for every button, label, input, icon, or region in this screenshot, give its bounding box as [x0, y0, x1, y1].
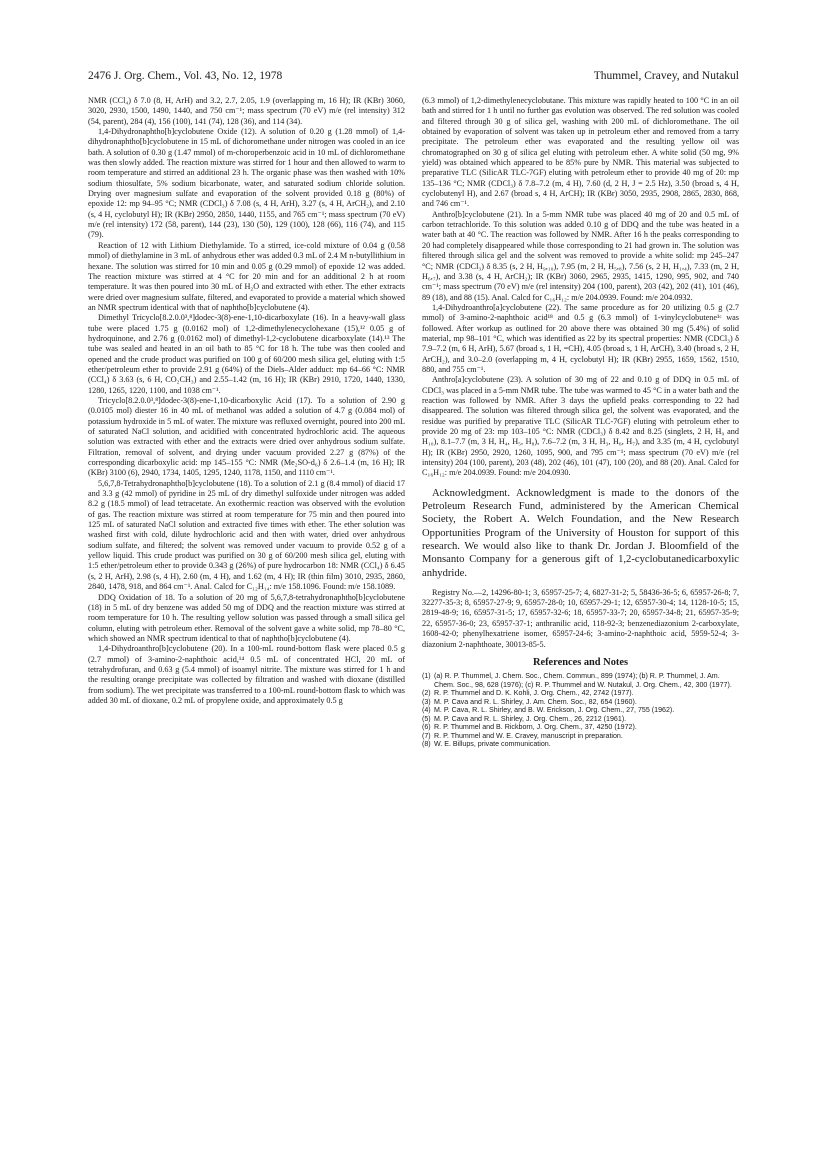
reference-item — [422, 689, 739, 698]
reference-text: (a) R. P. Thummel, J. Chem. Soc., Chem. Commun., 899 (1974); (b) R. P. Thummel, J. Am. Chem. Soc., 98, 628 (1976); (c) R. P. Thummel and W. Nutakul, J. Org. Chem., 42, 300 (1977). — [434, 672, 732, 689]
paragraph: 5,6,7,8-Tetrahydronaphtho[b]cyclobutene (18). To a solution of 2.1 g (8.4 mmol) of diacid 17 and 3.3 g (42 mmol) of pyridine in 25 mL of dry dimethyl sulfoxide under nitrogen was added 8.2 g (18.5 mmol) of lead tetracetate. An exothermic reaction was observed with the evolution of gas. The reaction mixture was stirred at room temperature for 75 min and then poured into 125 mL of saturated NaCl solution and extracted five times with ether. The ether solution was washed first with cold, dilute hydrochloric acid and then with water, dried over anhydrous sodium sulfate, and filtered; the solvent was removed under vacuum to provide 0.52 g of a yellow liquid. This crude product was purified on 30 g of 60/200 mesh silica gel, eluting with 1:5 ether/petroleum ether to provide 0.343 g (26%) of pure hydrocarbon 18: NMR (CCl₄) δ 6.45 (s, 2 H, ArH), 2.98 (s, 4 H), 2.60 (m, 4 H), and 1.62 (m, 4 H); IR (thin film) 3010, 2935, 2860, 2840, 1478, 918, and 864 cm⁻¹. Anal. Calcd for C₁₂H₁₄: m/e 158.1096. Found: m/e 158.1089. — [88, 478, 405, 592]
reference-item — [422, 706, 739, 715]
reference-number: (8) — [422, 740, 431, 749]
paragraph: Reaction of 12 with Lithium Diethylamide. To a stirred, ice-cold mixture of 0.04 g (0.58 mmol) of diethylamine in 3 mL of anhydrous ether was added 0.3 mL of 2.4 M n-butyllithium in hexane. The solution was stirred for 10 min and 0.05 g (0.29 mmol) of epoxide 12 was added. The reaction mixture was stirred at 4 °C for 20 min and for an additional 2 h at room temperature. It was then poured into 30 mL of H₂O and extracted with ether. The ether extracts were dried over magnesium sulfate, filtered, and evaporated to provide a material which showed an NMR spectrum identical with that of naphtho[b]cyclobutene (4). — [88, 240, 405, 312]
page-header — [88, 70, 739, 86]
reference-text: R. P. Thummel and B. Rickborn, J. Org. Chem., 37, 4250 (1972). — [434, 723, 637, 732]
reference-number: (6) — [422, 723, 431, 732]
reference-text: M. P. Cava and R. L. Shirley, J. Org. Chem., 26, 2212 (1961). — [434, 714, 627, 723]
reference-text: R. P. Thummel and W. E. Cravey, manuscript in preparation. — [434, 731, 623, 740]
paragraph: 1,4-Dihydronaphtho[b]cyclobutene Oxide (12). A solution of 0.20 g (1.28 mmol) of 1,4-dihydronaphtho[b]cyclobutene in 15 mL of dichoromethane under nitrogen was cooled in an ice bath. A solution of 0.30 g (1.47 mmol) of m-choroperbenzoic acid in 10 mL of dichloromethane was then slowly added. The reaction mixture was stirred for 1 hour and then allowed to warm to room temperature and stirred an additional 23 h. The organic phase was then washed with 10% sodium thiosulfate, 5% sodium bicarbonate, water, and saturated sodium chloride solution. Drying over magnesium sulfate and evaporation of the solvent provided 0.18 g (80%) of epoxide 12: mp 94–95 °C; NMR (CDCl₃) δ 7.08 (s, 4 H, ArH), 3.27 (s, 4 H, ArCH₂), and 2.10 (s, 4 H, cyclobutyl H); IR (KBr) 2950, 2850, 1440, 1155, and 765 cm⁻¹; mass spectrum (70 eV) m/e (rel intensity) 172 (58, parent), 144 (23), 130 (50), 129 (100), 128 (66), 116 (74), and 115 (79). — [88, 127, 405, 240]
acknowledgment: Acknowledgment. Acknowledgment is made to the donors of the Petroleum Research Fund, administered by the American Chemical Society, the Robert A. Welch Foundation, and the New Research Opportunities Program of the University of Houston for support of this research. We would also like to thank Dr. Jordan J. Bloomfield of the Monsanto Company for a generous gift of 1,2-cyclobutanedicarboxylic anhydride. — [422, 487, 739, 579]
reference-number: (3) — [422, 697, 431, 706]
reference-text: M. P. Cava and R. L. Shirley, J. Am. Chem. Soc., 82, 654 (1960). — [434, 697, 637, 706]
reference-item — [422, 698, 739, 707]
paragraph: Tricyclo[8.2.0.0³,⁸]dodec-3(8)-ene-1,10-dicarboxylic Acid (17). To a solution of 2.90 g (0.0105 mol) diester 16 in 40 mL of methanol was added a solution of 4.7 g (0.084 mol) of potassium hydroxide in 5 mL of water. The mixture was refluxed overnight, poured into 200 mL of saturated NaCl solution, and acidified with concentrated hydrochloric acid. The aqueous solution was extracted with ether and the extracts were dried over anhydrous sodium sulfate. Filtration, removal of solvent, and drying under vacuum provided 2.27 g (87%) of the corresponding dicarboxylic acid: mp 145–155 °C: NMR (Me₂SO-d₆) δ 2.6–1.4 (m, 16 H); IR (KBr) 3100 (6), 2940, 1734, 1405, 1295, 1240, 1178, 1150, and 1110 cm⁻¹. — [88, 395, 405, 478]
reference-text: R. P. Thummel and D. K. Kohli, J. Org. Chem., 42, 2742 (1977). — [434, 689, 634, 698]
right-column — [422, 96, 739, 749]
reference-item — [422, 740, 739, 749]
reference-item — [422, 672, 739, 689]
running-authors: Thummel, Cravey, and Nutakul — [593, 70, 739, 82]
paragraph: Anthro[b]cyclobutene (21). In a 5-mm NMR tube was placed 40 mg of 20 and 0.5 mL of carbon tetrachloride. To this solution was added 0.10 g of DDQ and the tube was heated in a water bath at 40 °C. The reaction was followed by NMR. After 16 h the peaks corresponding to 20 had completely disappeared while those corresponding to 21 had grown in. The solution was filtered through silica gel and the solvent was removed to provide a white solid: mp 245–247 °C; NMR (CDCl₃) δ 8.35 (s, 2 H, H₉,₁₀), 7.95 (m, 2 H, H₅,₈), 7.56 (s, 2 H, H₁,₄), 7.33 (m, 2 H, H₆,₇), and 3.38 (s, 4 H, ArCH₂); IR (KBr) 3060, 2965, 2935, 1415, 1290, 995, 902, and 740 cm⁻¹; mass spectrum (70 eV) m/e (rel intensity) 204 (100, parent), 203 (42), 202 (41), 101 (46), 89 (18), and 88 (15). Anal. Calcd for C₁₆H₁₂: m/e 204.0939. Found: m/e 204.0932. — [422, 209, 739, 302]
reference-item — [422, 715, 739, 724]
registry-numbers: Registry No.—2, 14296-80-1; 3, 65957-25-7; 4, 6827-31-2; 5, 58436-36-5; 6, 65957-26-8; 7, 32277-35-3; 8, 65957-27-9; 9, 65957-28-0; 10, 65957-29-1; 12, 65957-30-4; 14, 1128-10-5; 15, 2819-48-9; 16, 65957-31-5; 17, 65957-32-6; 18, 65957-33-7; 20, 65957-34-8; 21, 65957-35-9; 22, 65957-36-0; 23, 65957-37-1; anthranilic acid, 118-92-3; benzenediazonium 2-carboxylate, 1608-42-0; phenylhexatriene isomer, 65957-24-6; 3-amino-2-naphthoic acid, 5959-52-4; 3-diazonium 2-naphthoate, 30013-85-5. — [422, 587, 739, 649]
reference-item — [422, 732, 739, 741]
paragraph: NMR (CCl₄) δ 7.0 (8, H, ArH) and 3.2, 2.7, 2.05, 1.9 (overlapping m, 16 H); IR (KBr) 3060, 3020, 2930, 1500, 1490, 1440, and 750 cm⁻¹; mass spectrum (70 eV) m/e (rel intensity) 312 (54, parent), 284 (4), 156 (100), 141 (74), 128 (36), and 114 (34). — [88, 96, 405, 126]
reference-number: (5) — [422, 714, 431, 723]
references-heading: References and Notes — [532, 656, 629, 668]
reference-number: (4) — [422, 706, 431, 715]
references-list — [422, 672, 739, 749]
reference-number: (7) — [422, 731, 431, 740]
paragraph: Dimethyl Tricyclo[8.2.0.0³,⁸]dodec-3(8)-ene-1,10-dicarboxylate (16). In a heavy-wall glass tube were placed 1.75 g (0.0162 mol) of 1,2-dimethylenecyclohexane (15),¹² 0.05 g of hydroquinone, and 2.76 g (0.0162 mol) of dimethyl-1,2-cyclobutene dicarboxylate (14).¹³ The tube was sealed and heated in an oil bath to 85 °C for 18 h. The tube was then cooled and opened and the crude product was purified on 100 g of 60/200 mesh silica gel, eluting with 1:5 ether/petroleum ether to provide 2.91 g (64%) of the Diels–Alder adduct: mp 64–66 °C: NMR (CCl₄) δ 3.63 (s, 6 H, CO₂CH₃) and 2.55–1.42 (m, 16 H); IR (KBr) 2910, 1720, 1440, 1330, 1280, 1265, 1220, 1100, and 1038 cm⁻¹. — [88, 313, 405, 395]
reference-text: M. P. Cava, R. L. Shirley, and B. W. Erickson, J. Org. Chem., 27, 755 (1962). — [434, 706, 675, 715]
reference-text: W. E. Billups, private communication. — [434, 740, 551, 749]
paragraph: (6.3 mmol) of 1,2-dimethylenecyclobutane. This mixture was rapidly heated to 100 °C in an oil bath and stirred for 1 h until no further gas evolution was observed. The red solution was cooled and filtered through 30 g of silica gel, washing with 200 mL of dichloromethane. The oil obtained by evaporation of solvent was taken up in petroleum ether and removed from a tarry precipitate. The petroleum ether was evaporated and the resulting yellow oil was chromatographed on 30 g of silica gel eluting with petroleum ether. A white solid (50 mg, 9% yield) was obtained which appeared to be 85% pure by NMR. This material was subjected to preparative TLC (SilicAR TLC-7GF) eluting with petroleum ether to provide 40 mg of 20: mp 135–136 °C; NMR (CDCl₃) δ 7.8–7.2 (m, 4 H), 7.60 (d, 2 H, J = 2.5 Hz), 3.50 (broad s, 4 H, cyclobutenyl H), and 2.67 (broad s, 4 H, ArCH); IR (KBr) 3050, 2935, 2908, 2865, 2830, 868, and 746 cm⁻¹. — [422, 96, 739, 209]
page-number-journal: 2476 J. Org. Chem., Vol. 43, No. 12, 1978 — [88, 70, 283, 82]
reference-number: (1) — [422, 672, 431, 681]
reference-number: (2) — [422, 689, 431, 698]
reference-item — [422, 723, 739, 732]
paragraph: 1,4-Dihydroanthro[b]cyclobutene (20). In a 100-mL round-bottom flask were placed 0.5 g (2.7 mmol) of 3-amino-2-naphthoic acid,¹⁴ 0.5 mL of concentrated HCl, 20 mL of tetrahydrofuran, and 0.63 g (5.4 mmol) of isoamyl nitrite. The mixture was stirred for 1 h and the resulting orange precipitate was collected by filtration and washed with dioxane (distilled from sodium). The wet precipitate was transferred to a 100-mL round-bottom flask to which was added 30 mL of dioxane, 0.2 mL of propylene oxide, and approximately 0.5 g — [88, 644, 405, 705]
paragraph: DDQ Oxidation of 18. To a solution of 20 mg of 5,6,7,8-tetrahydronaphtho[b]cyclobutene (18) in 5 mL of dry benzene was added 50 mg of DDQ and the reaction mixture was stirred at room temperature for 10 h. The resulting yellow solution was passed through a small silica gel column, eluting with petroleum ether. Removal of the solvent gave a white solid, mp 78–80 °C, which showed an NMR spectrum identical to that of naphtho[b]cyclobutene (4). — [88, 592, 405, 643]
left-column — [88, 96, 405, 706]
paragraph: 1,4-Dihydroanthro[a]cyclobutene (22). The same procedure as for 20 utilizing 0.5 g (2.7 mmol) of 3-amino-2-naphthoic acid¹⁸ and 0.5 g (6.3 mmol) of 1-vinylcyclobutene¹ᶜ was followed. After workup as outlined for 20 above there was obtained 30 mg (5.4%) of solid material, mp 98–101 °C, which was identified as 22 by its spectral properties: NMR (CDCl₃) δ 7.9–7.2 (m, 6 H, ArH), 5.67 (broad s, 1 H, =CH), 4.05 (broad s, 1 H, ArCH), 3.40 (broad s, 2 H, ArCH₂), and 3.0–2.0 (overlapping m, 4 H, cyclobutyl H); IR (KBr) 2955, 1659, 1562, 1510, 880, and 755 cm⁻¹. — [422, 302, 739, 374]
paragraph: Anthro[a]cyclobutene (23). A solution of 30 mg of 22 and 0.10 g of DDQ in 0.5 mL of CDCl₃ was placed in a 5-mm NMR tube. The tube was warmed to 45 °C in a water bath and the reaction was followed by NMR. After 3 days the upfield peaks corresponding to 22 had disappeared. The solution was filtered through silica gel, the solvent was evaporated, and the residue was purified by preparative TLC (SilicAR TLC-7GF) eluting with petroleum ether to provide 20 mg of 23: mp 103–105 °C: NMR (CDCl₃) δ 8.42 and 8.25 (singlets, 2 H, H₉ and H₁₀), 8.1–7.7 (m, 3 H, H₄, H₅, H₈), 7.6–7.2 (m, 3 H, H₃, H₆, H₇), and 3.35 (m, 4 H, cyclobutyl H); IR (KBr) 2950, 2920, 1260, 1095, 900, and 795 cm⁻¹; mass spectrum (70 eV) m/e (rel intensity) 204 (100, parent), 203 (48), 202 (46), 101 (47), 100 (20), and 88 (20). Anal. Calcd for C₁₆H₁₂: m/e 204.0939. Found: m/e 204.0930. — [422, 375, 739, 478]
